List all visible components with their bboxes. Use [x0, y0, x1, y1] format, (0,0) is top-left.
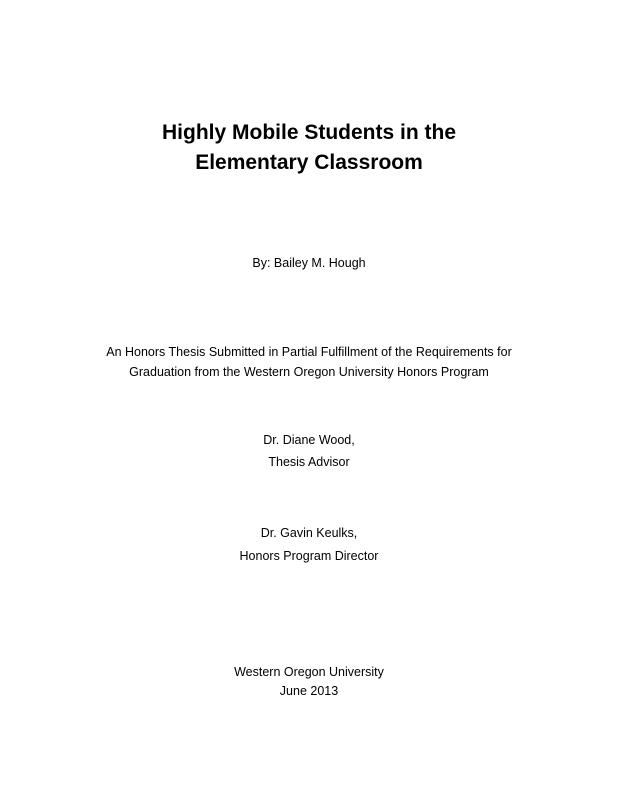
submission-statement-line-1: An Honors Thesis Submitted in Partial Fulfillment of the Requirements for	[106, 345, 512, 359]
submission-statement-line-2: Graduation from the Western Oregon University Honors Program	[129, 365, 489, 379]
thesis-title-line-2: Elementary Classroom	[195, 151, 423, 174]
thesis-title-line-1: Highly Mobile Students in the	[162, 121, 456, 144]
author-byline: By: Bailey M. Hough	[252, 256, 366, 270]
submission-date: June 2013	[279, 684, 339, 698]
institution-name: Western Oregon University	[234, 665, 384, 679]
advisor-name: Dr. Diane Wood,	[263, 433, 355, 447]
director-role: Honors Program Director	[239, 549, 379, 563]
director-name: Dr. Gavin Keulks,	[260, 526, 358, 540]
advisor-role: Thesis Advisor	[268, 455, 350, 469]
